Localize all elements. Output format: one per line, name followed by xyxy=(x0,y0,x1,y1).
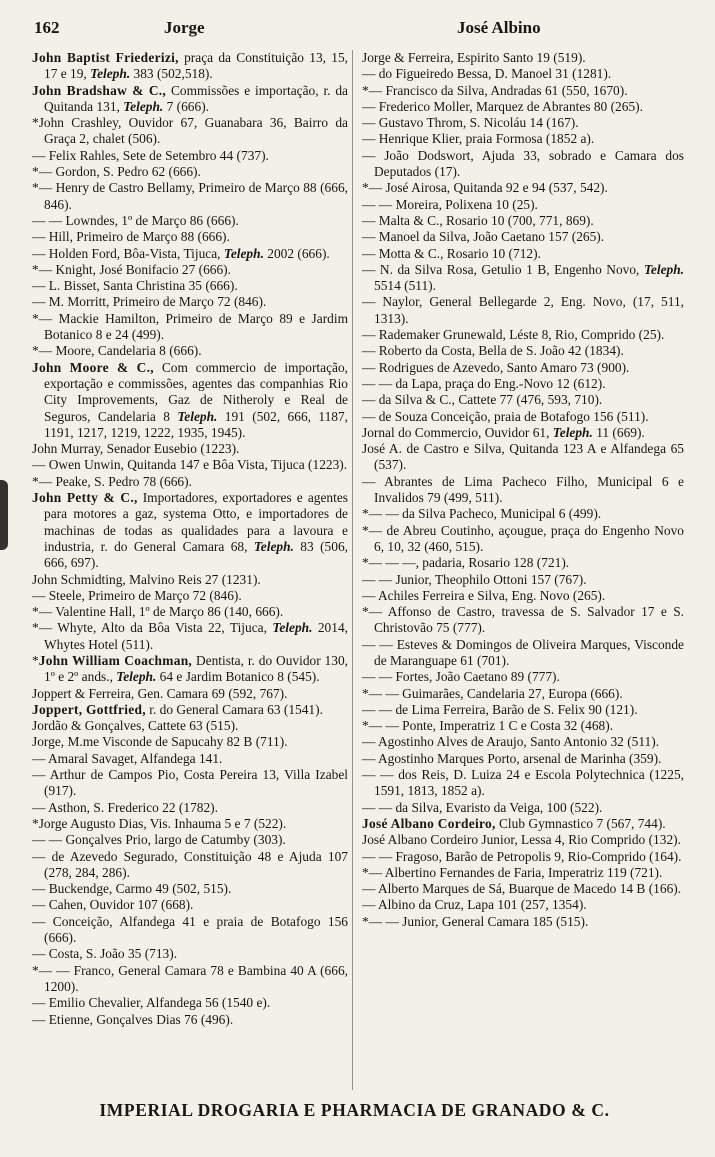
directory-entry xyxy=(362,604,684,637)
entry-text: — Francisco da Silva, Andradas 61 (550, 1670). xyxy=(368,82,628,98)
directory-entry xyxy=(362,506,684,522)
prefix: * xyxy=(32,164,39,180)
teleph-label: Teleph. xyxy=(643,261,684,277)
entry-text-tail: 83 (506, 666, 697). xyxy=(44,538,348,571)
prefix: * xyxy=(362,555,369,571)
teleph-label: Teleph. xyxy=(552,424,593,440)
entry-text: — Rademaker Grunewald, Léste 8, Rio, Comprido (25). xyxy=(362,327,665,343)
entry-text: — Steele, Primeiro de Março 72 (846). xyxy=(32,587,242,603)
entry-text: — Albertino Fernandes de Faria, Imperatriz 119 (721). xyxy=(368,864,663,880)
directory-entry xyxy=(362,669,684,685)
teleph-label: Teleph. xyxy=(123,98,164,114)
prefix: * xyxy=(362,913,369,929)
entry-text: Club Gymnastico 7 (567, 744). xyxy=(495,815,666,831)
entry-text: — Moore, Candelaria 8 (666). xyxy=(38,343,202,359)
directory-entry xyxy=(32,620,348,653)
prefix: * xyxy=(362,685,369,701)
entry-text: — Motta & C., Rosario 10 (712). xyxy=(362,245,541,261)
directory-entry xyxy=(362,115,684,131)
entry-text: — — Ponte, Imperatriz 1 C e Costa 32 (468). xyxy=(368,718,614,734)
entry-text: — João Dodswort, Ajuda 33, sobrado e Camara dos Deputados (17). xyxy=(362,147,684,180)
left-running-head: Jorge xyxy=(164,18,205,37)
entry-text: — Etienne, Gonçalves Dias 76 (496). xyxy=(32,1011,234,1027)
teleph-label: Teleph. xyxy=(90,66,131,82)
entry-text: José Albano Cordeiro Junior, Lessa 4, Rio Comprido (132). xyxy=(362,832,681,848)
directory-entry xyxy=(32,734,348,750)
entry-text: — — Fortes, João Caetano 89 (777). xyxy=(362,669,560,685)
prefix: * xyxy=(362,604,369,620)
entry-text: — — Junior, Theophilo Ottoni 157 (767). xyxy=(362,571,587,587)
entry-text: Importadores, exportadores e agentes para motores a gaz, systema Otto, e importadores de machinas de todas as qualidades para a lavoura e industria, r. do General Camara 68, xyxy=(44,490,348,554)
directory-entry xyxy=(32,360,348,441)
entry-text: — Cahen, Ouvidor 107 (668). xyxy=(32,897,194,913)
entry-text: — Henry de Castro Bellamy, Primeiro de Março 88 (666, 846). xyxy=(38,180,348,212)
entry-text: — Gordon, S. Pedro 62 (666). xyxy=(38,164,201,180)
directory-entry xyxy=(32,115,348,148)
directory-entry xyxy=(32,294,348,310)
directory-entry xyxy=(32,490,348,571)
directory-entry xyxy=(362,294,684,327)
entry-text: — do Figueiredo Bessa, D. Manoel 31 (1281). xyxy=(362,66,612,82)
directory-entry xyxy=(32,849,348,882)
entry-text: — — da Silva, Evaristo da Veiga, 100 (522). xyxy=(362,799,603,815)
entry-text-tail: 383 (502,518). xyxy=(130,66,213,82)
entry-text: — Emilio Chevalier, Alfandega 56 (1540 e). xyxy=(32,995,271,1011)
bold-name: John William Coachman, xyxy=(38,652,193,668)
entry-text: — N. da Silva Rosa, Getulio 1 B, Engenho Novo, xyxy=(362,261,644,277)
entry-text: — — Moreira, Polixena 10 (25). xyxy=(362,196,538,212)
directory-entry xyxy=(362,441,684,474)
prefix: * xyxy=(32,604,39,620)
entry-text: — Peake, S. Pedro 78 (666). xyxy=(38,473,192,489)
directory-entry xyxy=(362,523,684,556)
prefix: * xyxy=(362,506,369,522)
directory-entry xyxy=(32,213,348,229)
entry-text: — Affonso de Castro, travessa de S. Salvador 17 e S. Christovão 75 (777). xyxy=(368,604,684,636)
right-running-head: José Albino xyxy=(457,18,541,37)
entry-text: — L. Bisset, Santa Christina 35 (666). xyxy=(32,278,238,294)
entry-text: — Abrantes de Lima Pacheco Filho, Municipal 6 e Invalidos 79 (499, 511). xyxy=(362,473,684,506)
entry-text: — Valentine Hall, 1º de Março 86 (140, 666). xyxy=(38,604,284,620)
directory-entry xyxy=(32,246,348,262)
directory-entry xyxy=(32,881,348,897)
directory-entry xyxy=(362,180,684,196)
entry-text: — de Azevedo Segurado, Constituição 48 e Ajuda 107 (278, 284, 286). xyxy=(32,848,348,880)
entry-text-tail: 7 (666). xyxy=(163,98,210,114)
entry-text: — — Junior, General Camara 185 (515). xyxy=(368,913,589,929)
prefix: * xyxy=(32,115,39,131)
prefix: * xyxy=(32,343,39,359)
directory-entry xyxy=(32,767,348,800)
entry-text: Dentista, r. do Ouvidor 130, 1º e 2º ands., xyxy=(44,652,348,685)
bold-name: John Moore & C., xyxy=(32,359,154,375)
entry-text: — — da Silva Pacheco, Municipal 6 (499). xyxy=(368,506,602,522)
entry-text: — Agostinho Marques Porto, arsenal de Marinha (359). xyxy=(362,750,662,766)
entry-text: — Asthon, S. Frederico 22 (1782). xyxy=(32,799,218,815)
directory-entry xyxy=(362,229,684,245)
entry-text: — de Souza Conceição, praia de Botafogo 156 (511). xyxy=(362,408,649,424)
directory-entry xyxy=(362,66,684,82)
binding-shadow xyxy=(0,480,8,550)
entry-text: — Malta & C., Rosario 10 (700, 771, 869). xyxy=(362,212,594,228)
prefix: * xyxy=(32,815,39,831)
prefix: * xyxy=(362,864,369,880)
entry-text: Jorge, M.me Visconde de Sapucahy 82 B (711). xyxy=(32,734,288,750)
directory-entry xyxy=(32,474,348,490)
prefix: * xyxy=(362,718,369,734)
entry-text: José A. de Castro e Silva, Quitanda 123 A e Alfandega 65 (537). xyxy=(362,441,684,473)
directory-entry xyxy=(32,164,348,180)
directory-entry xyxy=(362,881,684,897)
directory-entry xyxy=(362,131,684,147)
prefix: * xyxy=(32,652,39,668)
teleph-label: Teleph. xyxy=(177,408,218,424)
page-number: 162 xyxy=(34,18,60,37)
entry-text: — — Lowndes, 1º de Março 86 (666). xyxy=(32,212,239,228)
entry-text-tail: 2014, Whytes Hotel (511). xyxy=(44,620,348,652)
entry-text: — Agostinho Alves de Araujo, Santo Antonio 32 (511). xyxy=(362,734,660,750)
directory-entry xyxy=(362,99,684,115)
bold-name: Joppert, Gottfried, xyxy=(32,701,146,717)
prefix: * xyxy=(362,522,369,538)
directory-entry xyxy=(32,946,348,962)
entry-text: Commissões e importação, r. da Quitanda 131, xyxy=(44,82,349,114)
directory-entry xyxy=(362,734,684,750)
directory-entry xyxy=(362,213,684,229)
directory-entry xyxy=(362,832,684,848)
directory-entry xyxy=(32,686,348,702)
directory-entry xyxy=(362,702,684,718)
directory-entry xyxy=(362,360,684,376)
directory-entry xyxy=(32,963,348,996)
directory-entry xyxy=(362,865,684,881)
directory-entry xyxy=(32,457,348,473)
directory-entry xyxy=(362,50,684,66)
directory-entry xyxy=(32,832,348,848)
directory-entry xyxy=(362,816,684,832)
entry-text: Jorge & Ferreira, Espirito Santo 19 (519). xyxy=(362,50,586,65)
prefix: * xyxy=(32,962,39,978)
entry-text: — Arthur de Campos Pio, Costa Pereira 13, Villa Izabel (917). xyxy=(32,767,348,799)
entry-text: — — Fragoso, Barão de Petropolis 9, Rio-Comprido (164). xyxy=(362,848,682,864)
directory-entry xyxy=(362,718,684,734)
entry-text: — Buckendge, Carmo 49 (502, 515). xyxy=(32,881,232,897)
entry-text: Jordão & Gonçalves, Cattete 63 (515). xyxy=(32,718,239,734)
entry-text: — Manoel da Silva, João Caetano 157 (265). xyxy=(362,229,605,245)
directory-entry xyxy=(362,637,684,670)
prefix: * xyxy=(362,180,369,196)
directory-entry xyxy=(32,588,348,604)
directory-entry xyxy=(32,751,348,767)
prefix: * xyxy=(362,82,369,98)
directory-entry xyxy=(362,572,684,588)
directory-entry xyxy=(362,897,684,913)
entry-text: — de Abreu Coutinho, açougue, praça do Engenho Novo 6, 10, 32 (460, 515). xyxy=(368,522,684,554)
entry-text-tail: 2002 (666). xyxy=(263,245,330,261)
entry-text: Joppert & Ferreira, Gen. Camara 69 (592, 767). xyxy=(32,685,288,701)
directory-entry xyxy=(32,702,348,718)
directory-entry xyxy=(32,441,348,457)
directory-entry xyxy=(32,180,348,213)
entry-text: — Whyte, Alto da Bôa Vista 22, Tijuca, xyxy=(38,620,273,636)
right-column xyxy=(362,50,684,930)
directory-entry xyxy=(32,278,348,294)
directory-entry xyxy=(32,604,348,620)
directory-entry xyxy=(362,767,684,800)
directory-entry xyxy=(362,914,684,930)
directory-entry xyxy=(32,816,348,832)
left-column xyxy=(32,50,348,1028)
entry-text: — José Airosa, Quitanda 92 e 94 (537, 542). xyxy=(368,180,608,196)
entry-text: John Schmidting, Malvino Reis 27 (1231). xyxy=(32,571,261,587)
prefix: * xyxy=(32,180,39,196)
directory-entry xyxy=(362,555,684,571)
entry-text: — — Guimarães, Candelaria 27, Europa (666). xyxy=(368,685,623,701)
entry-text-tail: 64 e Jardim Botanico 8 (545). xyxy=(156,669,320,685)
directory-entry xyxy=(32,311,348,344)
directory-entry xyxy=(32,653,348,686)
directory-entry xyxy=(32,914,348,947)
entry-text-tail: 5514 (511). xyxy=(374,278,436,294)
directory-entry xyxy=(32,800,348,816)
bold-name: John Baptist Friederizi, xyxy=(32,50,179,65)
directory-entry xyxy=(362,262,684,295)
directory-entry xyxy=(32,995,348,1011)
directory-entry xyxy=(362,751,684,767)
directory-entry xyxy=(32,718,348,734)
directory-entry xyxy=(32,83,348,116)
page-header xyxy=(34,18,671,40)
teleph-label: Teleph. xyxy=(116,669,157,685)
entry-text: — Felix Rahles, Sete de Setembro 44 (737). xyxy=(32,147,269,163)
entry-text: — Costa, S. João 35 (713). xyxy=(32,946,178,962)
entry-text: — — da Lapa, praça do Eng.-Novo 12 (612). xyxy=(362,375,606,391)
entry-text: Jorge Augusto Dias, Vis. Inhauma 5 e 7 (522). xyxy=(38,815,287,831)
directory-entry xyxy=(362,686,684,702)
entry-text: — da Silva & C., Cattete 77 (476, 593, 710). xyxy=(362,392,603,408)
footer-advert: IMPERIAL DROGARIA E PHARMACIA DE GRANADO & C. xyxy=(99,1100,610,1120)
directory-entry xyxy=(32,572,348,588)
entry-text: Jornal do Commercio, Ouvidor 61, xyxy=(362,424,553,440)
directory-entry xyxy=(362,849,684,865)
prefix: * xyxy=(32,310,39,326)
entry-text-tail: 191 (502, 666, 1187, 1191, 1217, 1219, 1222, 1935, 1945). xyxy=(44,408,349,440)
prefix: * xyxy=(32,620,39,636)
directory-entry xyxy=(362,800,684,816)
bold-name: John Bradshaw & C., xyxy=(32,82,167,98)
directory-entry xyxy=(32,148,348,164)
directory-entry xyxy=(32,897,348,913)
directory-entry xyxy=(362,588,684,604)
entry-text: — — Gonçalves Prio, largo de Catumby (303). xyxy=(32,832,286,848)
directory-entry xyxy=(362,425,684,441)
directory-entry xyxy=(32,50,348,83)
entry-text: praça da Constituição 13, 15, 17 e 19, xyxy=(44,50,349,82)
entry-text: r. do General Camara 63 (1541). xyxy=(145,701,323,717)
entry-text: — Frederico Moller, Marquez de Abrantes 80 (265). xyxy=(362,98,643,114)
entry-text: — Knight, José Bonifacio 27 (666). xyxy=(38,261,231,277)
entry-text: — Achiles Ferreira e Silva, Eng. Novo (265). xyxy=(362,587,606,603)
entry-text: — M. Morritt, Primeiro de Março 72 (846). xyxy=(32,294,267,310)
entry-text-tail: 11 (669). xyxy=(592,424,645,440)
entry-text: — Alberto Marques de Sá, Buarque de Macedo 14 B (166). xyxy=(362,881,682,897)
teleph-label: Teleph. xyxy=(272,620,313,636)
entry-text: — Conceição, Alfandega 41 e praia de Botafogo 156 (666). xyxy=(32,913,348,946)
bold-name: John Petty & C., xyxy=(32,490,138,506)
directory-entry xyxy=(362,376,684,392)
entry-text: — Gustavo Throm, S. Nicoláu 14 (167). xyxy=(362,115,579,131)
prefix: * xyxy=(32,261,39,277)
entry-text: — Hill, Primeiro de Março 88 (666). xyxy=(32,229,230,245)
entry-text: — Amaral Savaget, Alfandega 141. xyxy=(32,750,223,766)
directory-entry xyxy=(362,327,684,343)
entry-text: — Owen Unwin, Quitanda 147 e Bôa Vista, Tijuca (1223). xyxy=(32,457,348,473)
directory-entry xyxy=(362,148,684,181)
teleph-label: Teleph. xyxy=(253,538,294,554)
entry-text: — Holden Ford, Bôa-Vista, Tijuca, xyxy=(32,245,224,261)
entry-text: John Crashley, Ouvidor 67, Guanabara 36, Bairro da Graça 2, chalet (506). xyxy=(38,115,348,147)
entry-text: — — —, padaria, Rosario 128 (721). xyxy=(368,555,570,571)
directory-entry xyxy=(362,83,684,99)
directory-entry xyxy=(32,1012,348,1028)
entry-text: — — Franco, General Camara 78 e Bambina 40 A (666, 1200). xyxy=(38,962,348,994)
entry-text: — — dos Reis, D. Luiza 24 e Escola Polytechnica (1225, 1591, 1813, 1852 a). xyxy=(362,767,684,799)
entry-text: — Albino da Cruz, Lapa 101 (257, 1354). xyxy=(362,897,587,913)
entry-text: Com commercio de importação, exportação e commissões, agentes das companhias Rio City Improvements, Gaz de Nitheroly e Real de Seguros, Candelaria 8 xyxy=(44,359,348,424)
entry-text: — Naylor, General Bellegarde 2, Eng. Novo, (17, 511, 1313). xyxy=(362,294,684,326)
directory-entry xyxy=(362,197,684,213)
directory-entry xyxy=(362,246,684,262)
entry-text: — Rodrigues de Azevedo, Santo Amaro 73 (900). xyxy=(362,359,630,375)
bold-name: José Albano Cordeiro, xyxy=(362,815,496,831)
directory-entry xyxy=(362,474,684,507)
directory-entry xyxy=(32,229,348,245)
entry-text: — Henrique Klier, praia Formosa (1852 a). xyxy=(362,131,595,147)
directory-entry xyxy=(362,343,684,359)
teleph-label: Teleph. xyxy=(223,245,264,261)
column-divider xyxy=(352,50,353,1090)
directory-entry xyxy=(362,392,684,408)
directory-entry xyxy=(362,409,684,425)
entry-text: — Roberto da Costa, Bella de S. João 42 (1834). xyxy=(362,343,624,359)
directory-entry xyxy=(32,262,348,278)
entry-text: — — Esteves & Domingos de Oliveira Marques, Visconde de Maranguape 61 (701). xyxy=(362,636,684,668)
directory-entry xyxy=(32,343,348,359)
entry-text: — — de Lima Ferreira, Barão de S. Felix 90 (121). xyxy=(362,701,638,717)
entry-text: John Murray, Senador Eusebio (1223). xyxy=(32,441,240,457)
entry-text: — Mackie Hamilton, Primeiro de Março 89 e Jardim Botanico 8 e 24 (499). xyxy=(38,310,348,343)
prefix: * xyxy=(32,473,39,489)
